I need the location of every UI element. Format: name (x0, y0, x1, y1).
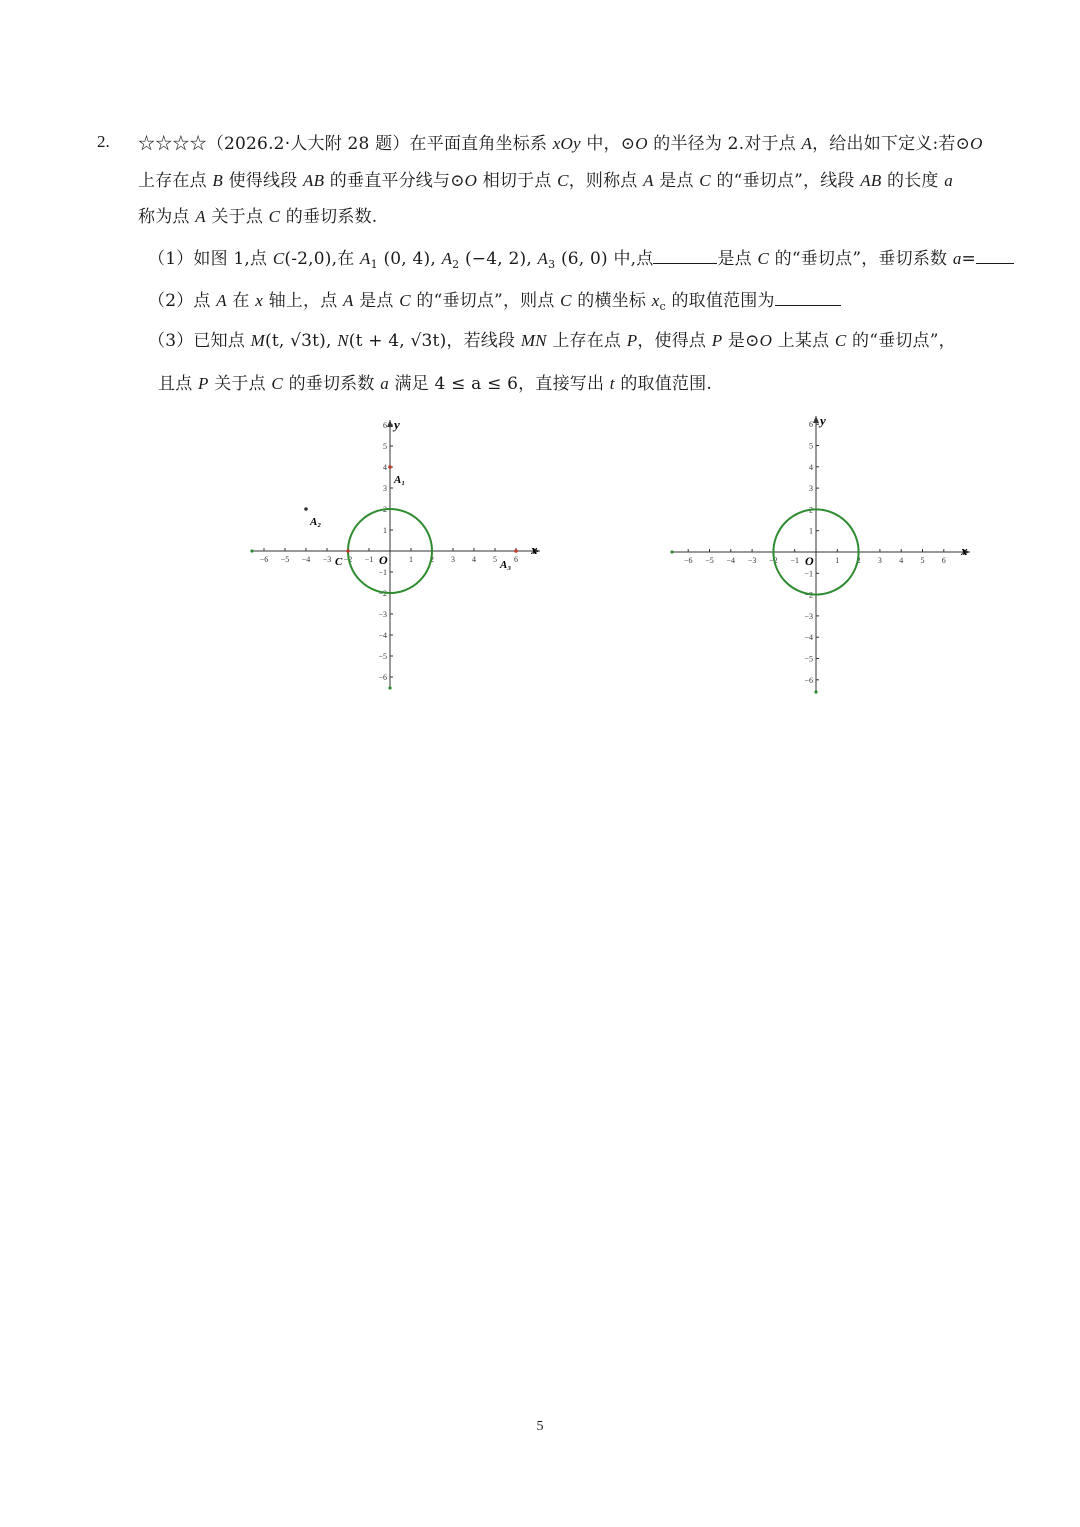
fig1-y-tick-label: 6 (383, 421, 387, 430)
fig1-y-tick-label: −6 (378, 673, 387, 682)
fig1-x-tick-label: −4 (301, 555, 311, 564)
fig1-y-tick-label: −2 (378, 589, 387, 598)
fig2-x-tick-label: 3 (877, 556, 882, 565)
question-stem-line-3: 称为点 A 关于点 C 的垂切系数. (138, 207, 378, 227)
fig2-y-end-dot (814, 690, 817, 693)
difficulty-stars: ☆☆☆☆ (138, 134, 207, 154)
fig2-x-tick-label: 1 (835, 556, 840, 565)
question-source: （2026.2·人大附 28 题） (206, 134, 410, 154)
fig2-y-tick-label: 1 (809, 526, 813, 536)
fig1-y-end-dot (388, 686, 391, 689)
fig1-x-tick-label: 1 (409, 555, 413, 564)
fig2-x-tick-label: −4 (726, 556, 736, 565)
fig2-x-tick-label: 5 (920, 556, 925, 565)
question-stem-line-1: ☆☆☆☆（2026.2·人大附 28 题）在平面直角坐标系 xOy 中，⊙O 的半径为 2.对于点 A，给出如下定义:若⊙O (138, 134, 983, 154)
fig1-x-end-dot (250, 549, 253, 552)
fig2-y-tick-label: −1 (804, 569, 813, 579)
fig1-y-tick-label: 2 (383, 505, 387, 514)
fig1-y-tick-label: 5 (383, 442, 387, 451)
part-1: （1）如图 1,点 C(-2,0),在 $A_1$ (0, 4), $A_2$ (−4, 2), $A_3$ (6, 0) 中,点 是点 C 的“垂切点”，垂切系数 a= (148, 245, 1014, 277)
figure-2-coordinate-plane (668, 410, 974, 698)
fig1-y-tick-label: −5 (378, 652, 387, 661)
fig1-y-tick-label: 1 (383, 526, 387, 535)
figure-1-x-axis-label: x (531, 542, 538, 557)
question-number: 2. (97, 132, 110, 151)
figure-1-label-A3: A₃ (500, 559, 512, 571)
fig1-x-tick-label: 3 (451, 555, 455, 564)
fig2-y-tick-label: −5 (804, 654, 813, 664)
figure-1-label-C: C (335, 556, 343, 568)
fig1-y-tick-label: 4 (383, 463, 387, 472)
part-3-line-2: 且点 P 关于点 C 的垂切系数 a 满足 4 ≤ a ≤ 6，直接写出 t 的取值范围. (158, 374, 712, 394)
figure-1-point-C (346, 549, 350, 553)
fig1-x-tick-label: −1 (364, 555, 374, 564)
part-2: （2）点 A 在 x 轴上，点 A 是点 C 的“垂切点”，则点 C 的横坐标 $x_c$ 的取值范围为 (148, 287, 841, 319)
fig1-x-tick-label: 2 (430, 555, 434, 564)
fig1-x-tick-label: 6 (514, 555, 518, 564)
figure-2-y-axis-label: y (820, 413, 826, 428)
figure-2-x-ticks (684, 549, 946, 565)
figure-1-y-axis-label: y (394, 417, 400, 432)
answer-blank-2[interactable] (976, 245, 1014, 264)
fig1-x-tick-label: −3 (322, 555, 332, 564)
figure-2-origin-label: O (805, 554, 814, 568)
fig2-x-tick-label: 4 (899, 556, 904, 565)
fig2-x-tick-label: 2 (856, 556, 861, 565)
fig1-x-tick-label: 5 (493, 555, 497, 564)
fig2-x-tick-label: −2 (769, 556, 778, 565)
page-number: 5 (536, 1419, 544, 1434)
fig1-y-tick-label: −1 (378, 568, 387, 577)
fig2-y-tick-label: 6 (809, 420, 813, 430)
figure-2-axes (670, 416, 970, 694)
figure-1-label-A1: A₁ (394, 474, 406, 486)
figure-1-point-A2 (304, 507, 308, 511)
fig2-y-tick-label: 3 (809, 484, 813, 494)
fig2-y-tick-label: 4 (809, 462, 813, 472)
figure-2-x-axis-label: x (961, 543, 968, 558)
fig2-y-arrow (813, 416, 819, 423)
fig2-x-end-dot (670, 550, 673, 553)
figure-1-x-ticks (260, 548, 518, 564)
figure-1-origin-label: O (379, 553, 388, 567)
fig2-y-tick-label: −2 (804, 590, 813, 600)
fig1-y-arrow (387, 420, 393, 427)
part-3-line-1: （3）已知点 M(t, √3t), N(t + 4, √3t)，若线段 MN 上存在点 P，使得点 P 是⊙O 上某点 C 的“垂切点”， (148, 331, 956, 351)
fig2-y-tick-label: −4 (804, 633, 813, 643)
figure-1-point-A1 (388, 465, 392, 469)
fig2-x-tick-label: −1 (790, 556, 799, 565)
fig2-y-tick-label: −3 (804, 611, 813, 621)
fig1-x-tick-label: −5 (280, 555, 290, 564)
fig2-y-tick-label: 2 (809, 505, 813, 515)
figure-1-label-A2: A₂ (310, 516, 322, 528)
fig2-x-tick-label: 6 (941, 556, 946, 565)
answer-blank-1[interactable] (653, 245, 717, 264)
fig2-y-tick-label: 5 (809, 441, 813, 451)
fig2-x-tick-label: −6 (683, 556, 693, 565)
figure-1-points (304, 465, 518, 553)
fig2-y-tick-label: −6 (804, 675, 813, 685)
question-stem-line-2: 上存在点 B 使得线段 AB 的垂直平分线与⊙O 相切于点 C，则称点 A 是点 C 的“垂切点”，线段 AB 的长度 a (138, 171, 953, 191)
fig1-y-tick-label: −3 (378, 610, 387, 619)
answer-blank-3[interactable] (775, 287, 841, 306)
fig2-x-tick-label: −5 (705, 556, 714, 565)
figure-1-coordinate-plane (246, 412, 546, 694)
fig1-x-tick-label: 4 (472, 555, 476, 564)
fig1-x-tick-label: −2 (343, 555, 353, 564)
fig1-x-tick-label: −6 (259, 555, 269, 564)
fig1-y-tick-label: −4 (378, 631, 387, 640)
fig2-x-tick-label: −3 (747, 556, 757, 565)
figure-1-point-A3 (514, 549, 518, 553)
fig1-y-tick-label: 3 (383, 484, 387, 493)
